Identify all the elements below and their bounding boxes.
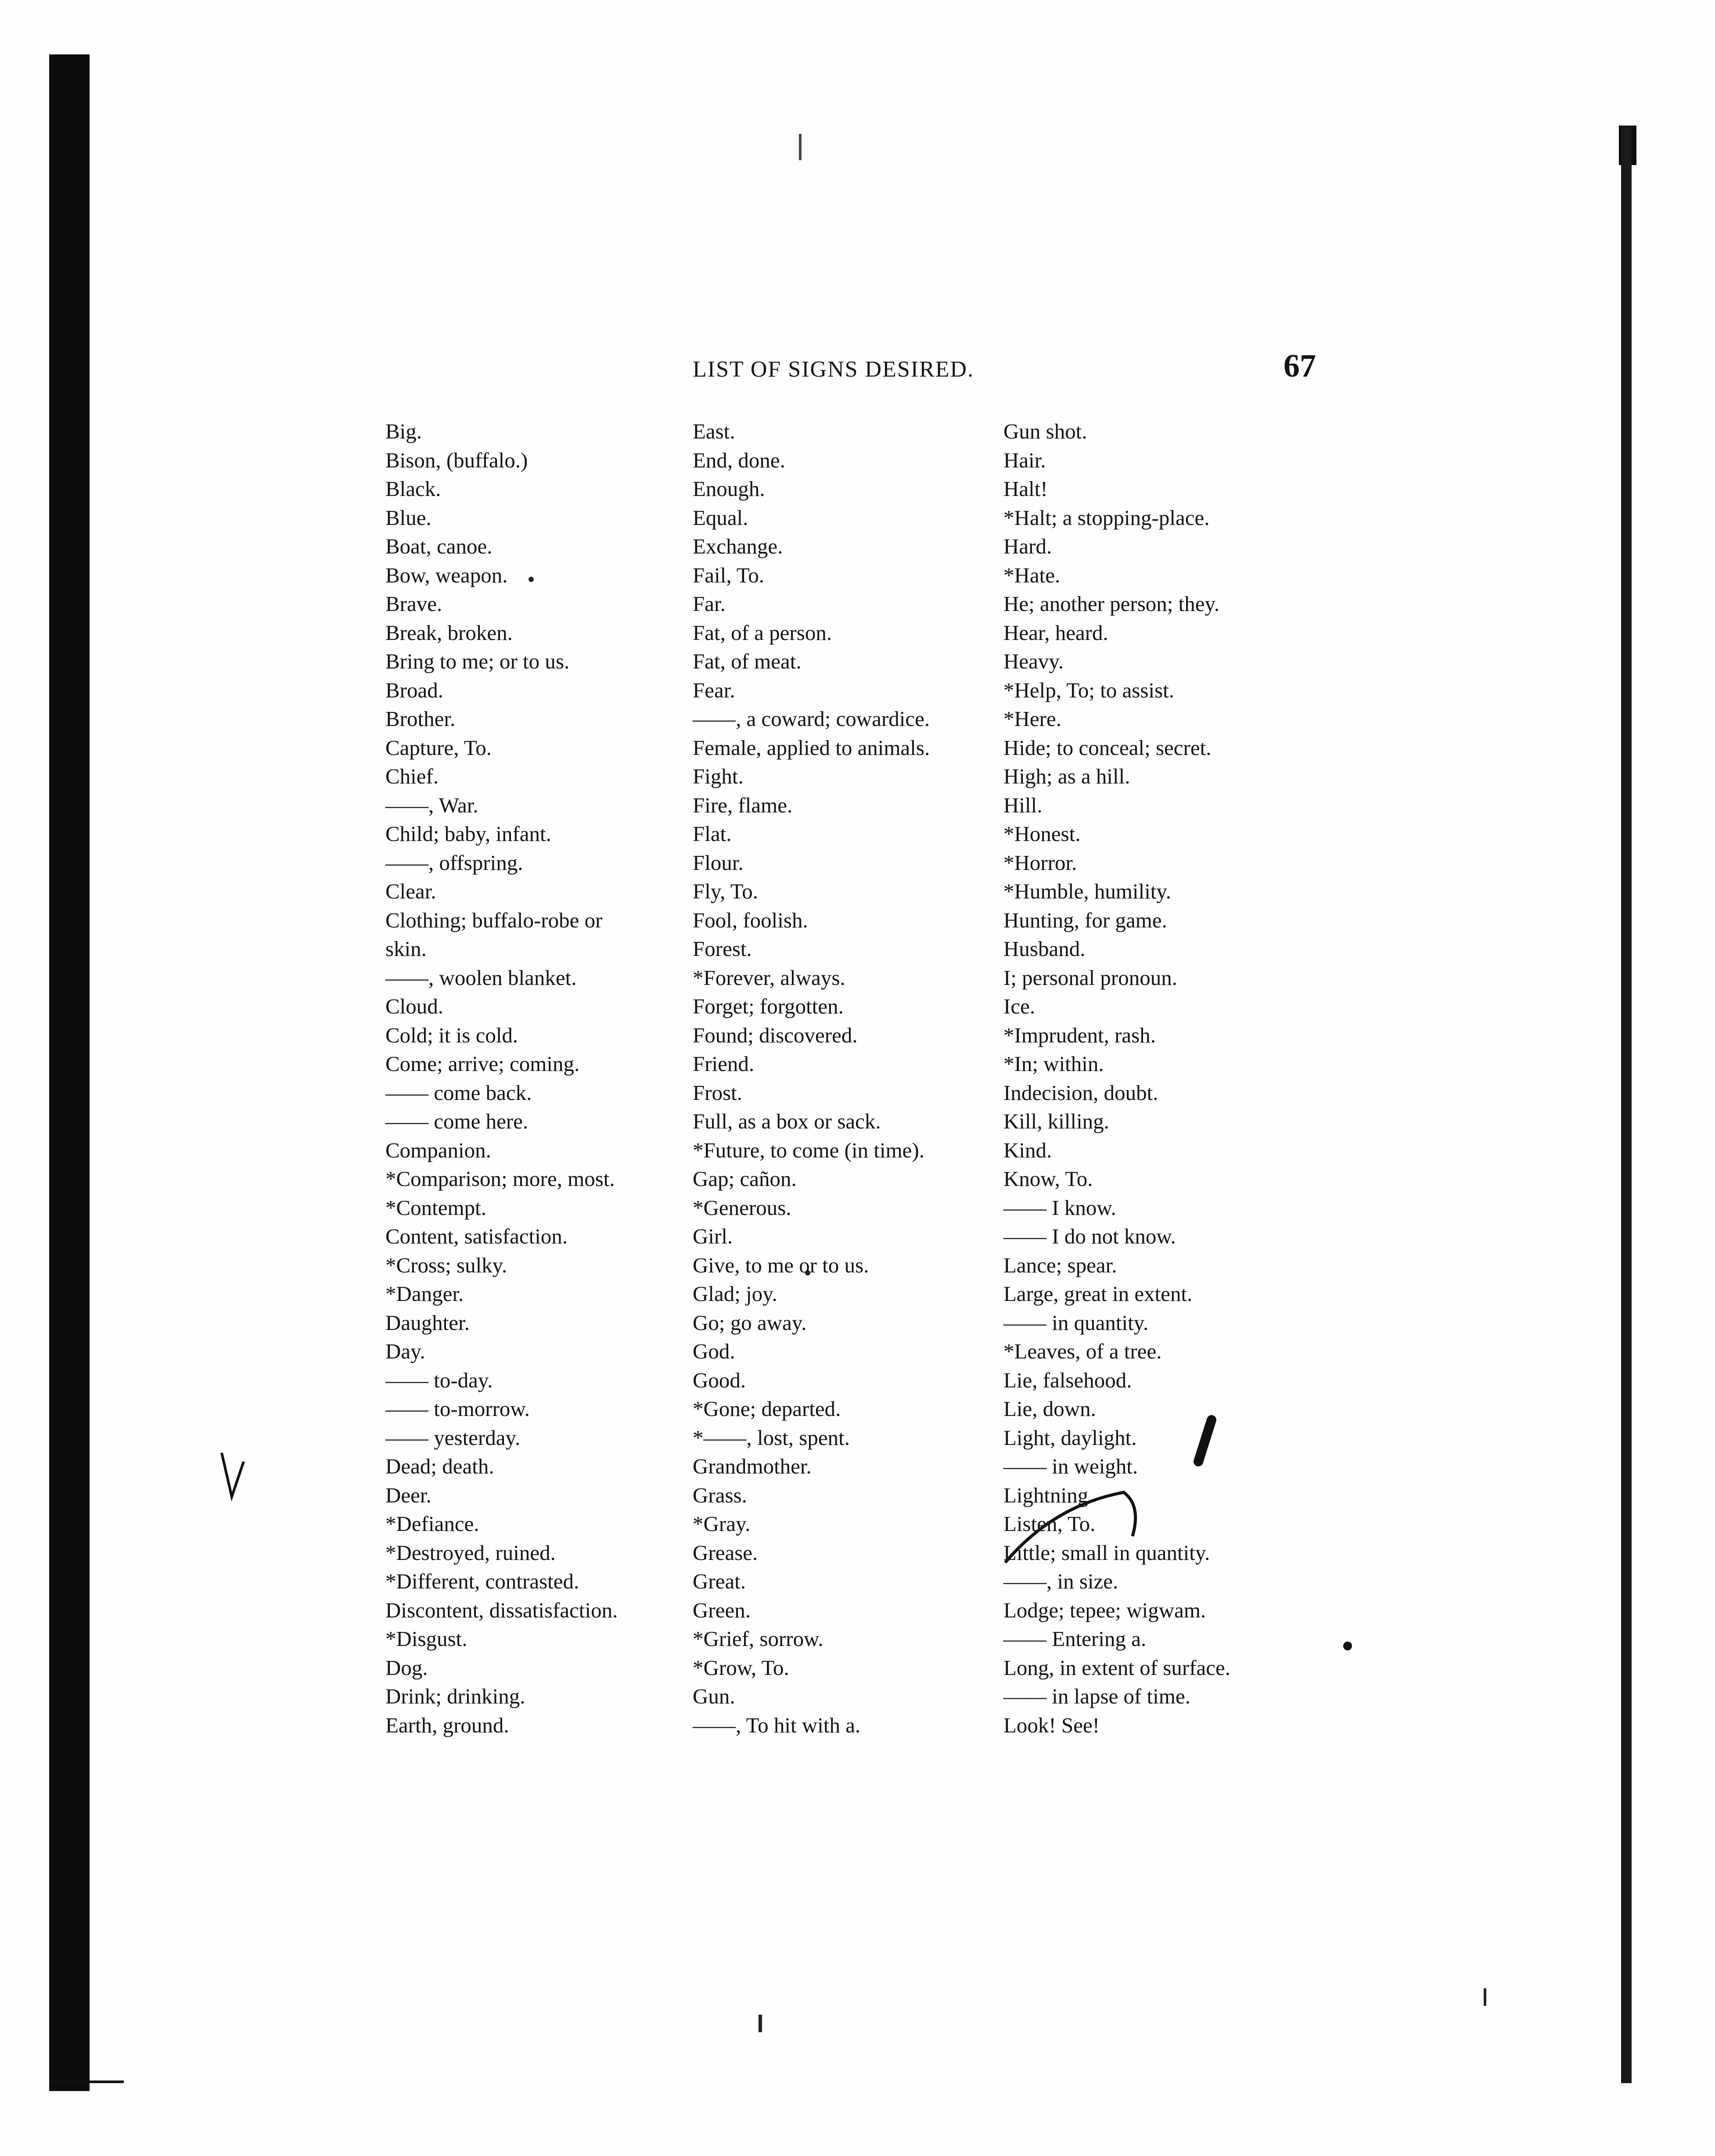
sign-entry: Hair. xyxy=(1003,448,1046,472)
sign-entry: East. xyxy=(693,419,735,443)
sign-entry: —— I know. xyxy=(1003,1195,1116,1220)
sign-entry: *Defiance. xyxy=(385,1512,479,1536)
sign-entry: Big. xyxy=(385,419,422,443)
sign-entry: Fail, To. xyxy=(693,563,765,587)
sign-entry: Little; small in quantity. xyxy=(1003,1540,1210,1565)
sign-entry: *Destroyed, ruined. xyxy=(385,1540,556,1565)
sign-entry: Grass. xyxy=(693,1483,747,1507)
column-3 xyxy=(1003,417,1230,1739)
sign-entry: ——, War. xyxy=(385,793,478,817)
sign-entry: Fire, flame. xyxy=(693,793,793,817)
sign-entry: *Humble, humility. xyxy=(1003,879,1171,903)
sign-entry: —— in weight. xyxy=(1003,1454,1138,1478)
sign-entry: ——, a coward; cowardice. xyxy=(693,707,930,731)
sign-entry: Earth, ground. xyxy=(385,1713,509,1737)
sign-entry: Give, to me or to us. xyxy=(693,1253,869,1277)
sign-entry: Gun shot. xyxy=(1003,419,1087,443)
sign-entry: —— in quantity. xyxy=(1003,1310,1149,1335)
sign-entry: Fly, To. xyxy=(693,879,759,903)
sign-entry: Long, in extent of surface. xyxy=(1003,1655,1231,1680)
sign-entry: —— Entering a. xyxy=(1003,1627,1147,1651)
sign-entry: Light, daylight. xyxy=(1003,1425,1137,1450)
sign-entry: ——, woolen blanket. xyxy=(385,965,577,990)
sign-entry: Discontent, dissatisfaction. xyxy=(385,1598,618,1622)
sign-entry: Hunting, for game. xyxy=(1003,908,1167,932)
sign-entry: *In; within. xyxy=(1003,1052,1104,1076)
sign-entry: *Gray. xyxy=(693,1512,751,1536)
sign-entry: Girl. xyxy=(693,1224,733,1248)
sign-entry: Brother. xyxy=(385,707,456,731)
sign-entry: *Grief, sorrow. xyxy=(693,1627,823,1651)
sign-entry: Chief. xyxy=(385,764,439,788)
sign-entry: Hard. xyxy=(1003,534,1052,558)
sign-entry: *Here. xyxy=(1003,707,1061,731)
sign-entry: Found; discovered. xyxy=(693,1023,858,1047)
sign-entry: Green. xyxy=(693,1598,751,1622)
speck xyxy=(799,134,802,160)
sign-entry: Bow, weapon. xyxy=(385,563,508,587)
sign-entry: *Imprudent, rash. xyxy=(1003,1023,1156,1047)
sign-entry: —— in lapse of time. xyxy=(1003,1684,1190,1708)
sign-entry: Clothing; buffalo-robe or xyxy=(385,908,603,932)
sign-entry: Lodge; tepee; wigwam. xyxy=(1003,1598,1206,1622)
sign-entry: Cold; it is cold. xyxy=(385,1023,518,1047)
sign-entry: Child; baby, infant. xyxy=(385,822,551,846)
sign-entry: Frost. xyxy=(693,1080,743,1105)
sign-entry: Large, great in extent. xyxy=(1003,1282,1193,1306)
sign-entry: Indecision, doubt. xyxy=(1003,1080,1158,1105)
sign-entry: Listen, To. xyxy=(1003,1512,1096,1536)
running-title: LIST OF SIGNS DESIRED. xyxy=(693,357,974,382)
sign-entry: Lie, down. xyxy=(1003,1397,1096,1421)
sign-entry: Flour. xyxy=(693,850,744,875)
sign-entry: Exchange. xyxy=(693,534,783,558)
sign-entry: Cloud. xyxy=(385,994,444,1018)
sign-entry: Full, as a box or sack. xyxy=(693,1109,881,1133)
sign-entry: Deer. xyxy=(385,1483,431,1507)
sign-entry: Break, broken. xyxy=(385,620,513,645)
speck xyxy=(1484,1988,1486,2006)
sign-entry: Bison, (buffalo.) xyxy=(385,448,528,472)
sign-entry: *Horror. xyxy=(1003,850,1077,875)
sign-entry: —— I do not know. xyxy=(1003,1224,1176,1248)
sign-entry: Boat, canoe. xyxy=(385,534,493,558)
sign-entry: *Grow, To. xyxy=(693,1655,789,1680)
sign-entry: Good. xyxy=(693,1368,746,1392)
column-2 xyxy=(693,417,930,1739)
sign-entry: God. xyxy=(693,1339,735,1363)
sign-entry: Female, applied to animals. xyxy=(693,735,930,760)
speck xyxy=(759,2015,762,2032)
sign-entry: Blue. xyxy=(385,505,431,530)
sign-entry: Halt! xyxy=(1003,477,1048,501)
sign-entry: *Hate. xyxy=(1003,563,1061,587)
sign-entry: *Halt; a stopping-place. xyxy=(1003,505,1210,530)
sign-entry: Fat, of a person. xyxy=(693,620,832,645)
sign-entry: Friend. xyxy=(693,1052,755,1076)
sign-entry: Look! See! xyxy=(1003,1713,1100,1737)
sign-entry: —— come back. xyxy=(385,1080,532,1105)
sign-entry: *Comparison; more, most. xyxy=(385,1167,615,1191)
sign-entry: Great. xyxy=(693,1569,746,1593)
sign-entry: Dead; death. xyxy=(385,1454,494,1478)
sign-entry: ——, To hit with a. xyxy=(693,1713,861,1737)
sign-entry: —— come here. xyxy=(385,1109,529,1133)
sign-entry: Flat. xyxy=(693,822,732,846)
sign-entry: *Cross; sulky. xyxy=(385,1253,507,1277)
sign-entry: Gap; cañon. xyxy=(693,1167,797,1191)
sign-entry: ——, in size. xyxy=(1003,1569,1118,1593)
sign-entry: *Contempt. xyxy=(385,1195,487,1220)
sign-entry: Heavy. xyxy=(1003,649,1064,673)
sign-entry: Fear. xyxy=(693,678,735,702)
sign-entry: Enough. xyxy=(693,477,765,501)
sign-entry: *Honest. xyxy=(1003,822,1081,846)
sign-entry: Fool, foolish. xyxy=(693,908,808,932)
sign-entry: Fat, of meat. xyxy=(693,649,802,673)
sign-entry: Glad; joy. xyxy=(693,1282,777,1306)
sign-entry: Go; go away. xyxy=(693,1310,807,1335)
sign-entry: Hide; to conceal; secret. xyxy=(1003,735,1212,760)
pencil-check-mark xyxy=(222,1453,244,1497)
sign-entry: —— to-day. xyxy=(385,1368,493,1392)
sign-entry: ——, offspring. xyxy=(385,850,523,875)
sign-entry: Hill. xyxy=(1003,793,1043,817)
sign-entry: Lightning. xyxy=(1003,1483,1094,1507)
page-number: 67 xyxy=(1284,348,1316,384)
sign-entry: Forget; forgotten. xyxy=(693,994,844,1018)
sign-entry: I; personal pronoun. xyxy=(1003,965,1177,990)
sign-entry: Kind. xyxy=(1003,1138,1052,1162)
sign-entry: Daughter. xyxy=(385,1310,470,1335)
sign-entry: Capture, To. xyxy=(385,735,492,760)
sign-entry: *Help, To; to assist. xyxy=(1003,678,1175,702)
sign-entry: Content, satisfaction. xyxy=(385,1224,568,1248)
sign-entry: Far. xyxy=(693,592,726,616)
sign-entry: Forest. xyxy=(693,937,752,961)
sign-entry: *Different, contrasted. xyxy=(385,1569,579,1593)
sign-entry: High; as a hill. xyxy=(1003,764,1130,788)
sign-entry: End, done. xyxy=(693,448,785,472)
sign-entry: Dog. xyxy=(385,1655,428,1680)
column-1 xyxy=(385,417,618,1739)
sign-entry: Come; arrive; coming. xyxy=(385,1052,580,1076)
sign-entry: Kill, killing. xyxy=(1003,1109,1109,1133)
sign-entry: Husband. xyxy=(1003,937,1086,961)
sign-entry: Clear. xyxy=(385,879,436,903)
sign-entry: Day. xyxy=(385,1339,425,1363)
sign-entry: *Disgust. xyxy=(385,1627,467,1651)
sign-entry: Grandmother. xyxy=(693,1454,812,1478)
sign-entry: Brave. xyxy=(385,592,442,616)
sign-entry: Grease. xyxy=(693,1540,758,1565)
sign-entry: Broad. xyxy=(385,678,443,702)
sign-entry: *Leaves, of a tree. xyxy=(1003,1339,1162,1363)
sign-entry: Gun. xyxy=(693,1684,735,1708)
sign-entry: Ice. xyxy=(1003,994,1035,1018)
sign-entry: He; another person; they. xyxy=(1003,592,1220,616)
sign-entry: Lance; spear. xyxy=(1003,1253,1117,1277)
sign-entry: Lie, falsehood. xyxy=(1003,1368,1132,1392)
sign-entry: Equal. xyxy=(693,505,748,530)
sign-entry: Know, To. xyxy=(1003,1167,1093,1191)
sign-entry: *Future, to come (in time). xyxy=(693,1138,924,1162)
sign-entry: *——, lost, spent. xyxy=(693,1425,850,1450)
sign-entry: Fight. xyxy=(693,764,744,788)
sign-entry: Black. xyxy=(385,477,441,501)
sign-entry: skin. xyxy=(385,937,427,961)
sign-entry: —— to-morrow. xyxy=(385,1397,530,1421)
sign-entry: Bring to me; or to us. xyxy=(385,649,570,673)
sign-entry: *Danger. xyxy=(385,1282,464,1306)
sign-entry: *Generous. xyxy=(693,1195,791,1220)
sign-entry: —— yesterday. xyxy=(385,1425,521,1450)
sign-entry: *Forever, always. xyxy=(693,965,845,990)
sign-entry: Drink; drinking. xyxy=(385,1684,525,1708)
sign-entry: Hear, heard. xyxy=(1003,620,1108,645)
sign-entry: *Gone; departed. xyxy=(693,1397,841,1421)
ink-dot xyxy=(1343,1642,1352,1650)
sign-entry: Companion. xyxy=(385,1138,491,1162)
